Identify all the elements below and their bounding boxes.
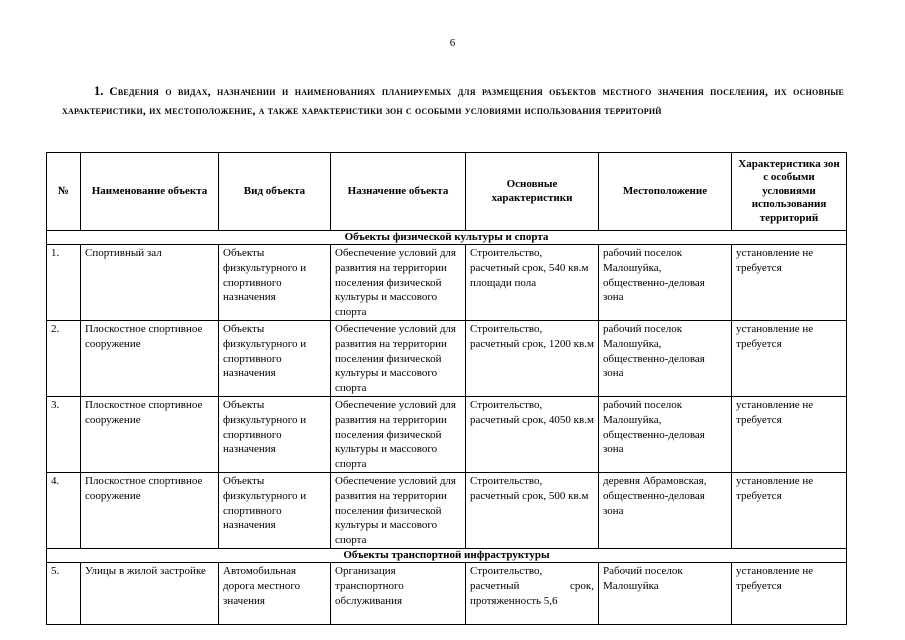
header-location: Местоположение (599, 153, 732, 231)
page-number: 6 (449, 37, 456, 49)
cell-object-name: Плоскостное спортивное сооружение (81, 472, 219, 548)
cell-special-zones: установление не требуется (732, 320, 847, 396)
cell-object-type: Объекты физкультурного и спортивного назначения (219, 320, 331, 396)
heading-text: Сведения о видах, назначении и наименованиях планируемых для размещения объектов местного значения поселения, их основные характеристики, их местоположение, а также характеристики зон с особыми условиями использования территорий (62, 86, 844, 117)
cell-number: 2. (47, 320, 81, 396)
cell-characteristics: Строительство, расчетный срок, 1200 кв.м (466, 320, 599, 396)
cell-object-purpose: Обеспечение условий для развития на территории поселения физической культуры и массового спорта (331, 245, 466, 321)
cell-location: деревня Абрамовская, общественно-деловая зона (599, 472, 732, 548)
table-header-row (47, 153, 847, 231)
cell-special-zones: установление не требуется (732, 245, 847, 321)
cell-object-purpose: Организация транспортного обслуживания (331, 562, 466, 624)
cell-object-type: Объекты физкультурного и спортивного назначения (219, 245, 331, 321)
heading-number: 1. (94, 84, 104, 98)
header-number: № (47, 153, 81, 231)
cell-object-type: Объекты физкультурного и спортивного назначения (219, 396, 331, 472)
cell-location: рабочий поселок Малошуйка, общественно-деловая зона (599, 245, 732, 321)
header-object-purpose: Назначение объекта (331, 153, 466, 231)
table-row (47, 396, 847, 472)
cell-object-purpose: Обеспечение условий для развития на территории поселения физической культуры и массового спорта (331, 396, 466, 472)
table-row (47, 320, 847, 396)
table-row (47, 472, 847, 548)
cell-characteristics: Строительство, расчетный срок, протяженность 5,6 (466, 562, 599, 624)
cell-object-type: Объекты физкультурного и спортивного назначения (219, 472, 331, 548)
cell-object-name: Плоскостное спортивное сооружение (81, 320, 219, 396)
cell-characteristics: Строительство, расчетный срок, 500 кв.м (466, 472, 599, 548)
header-object-type: Вид объекта (219, 153, 331, 231)
header-object-name: Наименование объекта (81, 153, 219, 231)
cell-number: 4. (47, 472, 81, 548)
table-row (47, 562, 847, 624)
section-title: Объекты транспортной инфраструктуры (47, 548, 847, 562)
cell-object-name: Плоскостное спортивное сооружение (81, 396, 219, 472)
cell-characteristics: Строительство, расчетный срок, 540 кв.м площади пола (466, 245, 599, 321)
cell-object-name: Спортивный зал (81, 245, 219, 321)
cell-object-type: Автомобильная дорога местного значения (219, 562, 331, 624)
section-heading (62, 82, 844, 121)
cell-number: 3. (47, 396, 81, 472)
section-title: Объекты физической культуры и спорта (47, 231, 847, 245)
cell-location: рабочий поселок Малошуйка, общественно-деловая зона (599, 320, 732, 396)
cell-special-zones: установление не требуется (732, 472, 847, 548)
objects-table (46, 152, 847, 625)
section-row (47, 231, 847, 245)
cell-object-name: Улицы в жилой застройке (81, 562, 219, 624)
cell-object-purpose: Обеспечение условий для развития на территории поселения физической культуры и массового спорта (331, 320, 466, 396)
cell-location: рабочий поселок Малошуйка, общественно-деловая зона (599, 396, 732, 472)
cell-number: 1. (47, 245, 81, 321)
cell-location: Рабочий поселок Малошуйка (599, 562, 732, 624)
cell-special-zones: установление не требуется (732, 396, 847, 472)
cell-characteristics: Строительство, расчетный срок, 4050 кв.м (466, 396, 599, 472)
cell-special-zones: установление не требуется (732, 562, 847, 624)
cell-object-purpose: Обеспечение условий для развития на территории поселения физической культуры и массового спорта (331, 472, 466, 548)
cell-number: 5. (47, 562, 81, 624)
header-special-zones: Характеристика зон с особыми условиями использования территорий (732, 153, 847, 231)
section-row (47, 548, 847, 562)
header-characteristics: Основные характеристики (466, 153, 599, 231)
table-row (47, 245, 847, 321)
